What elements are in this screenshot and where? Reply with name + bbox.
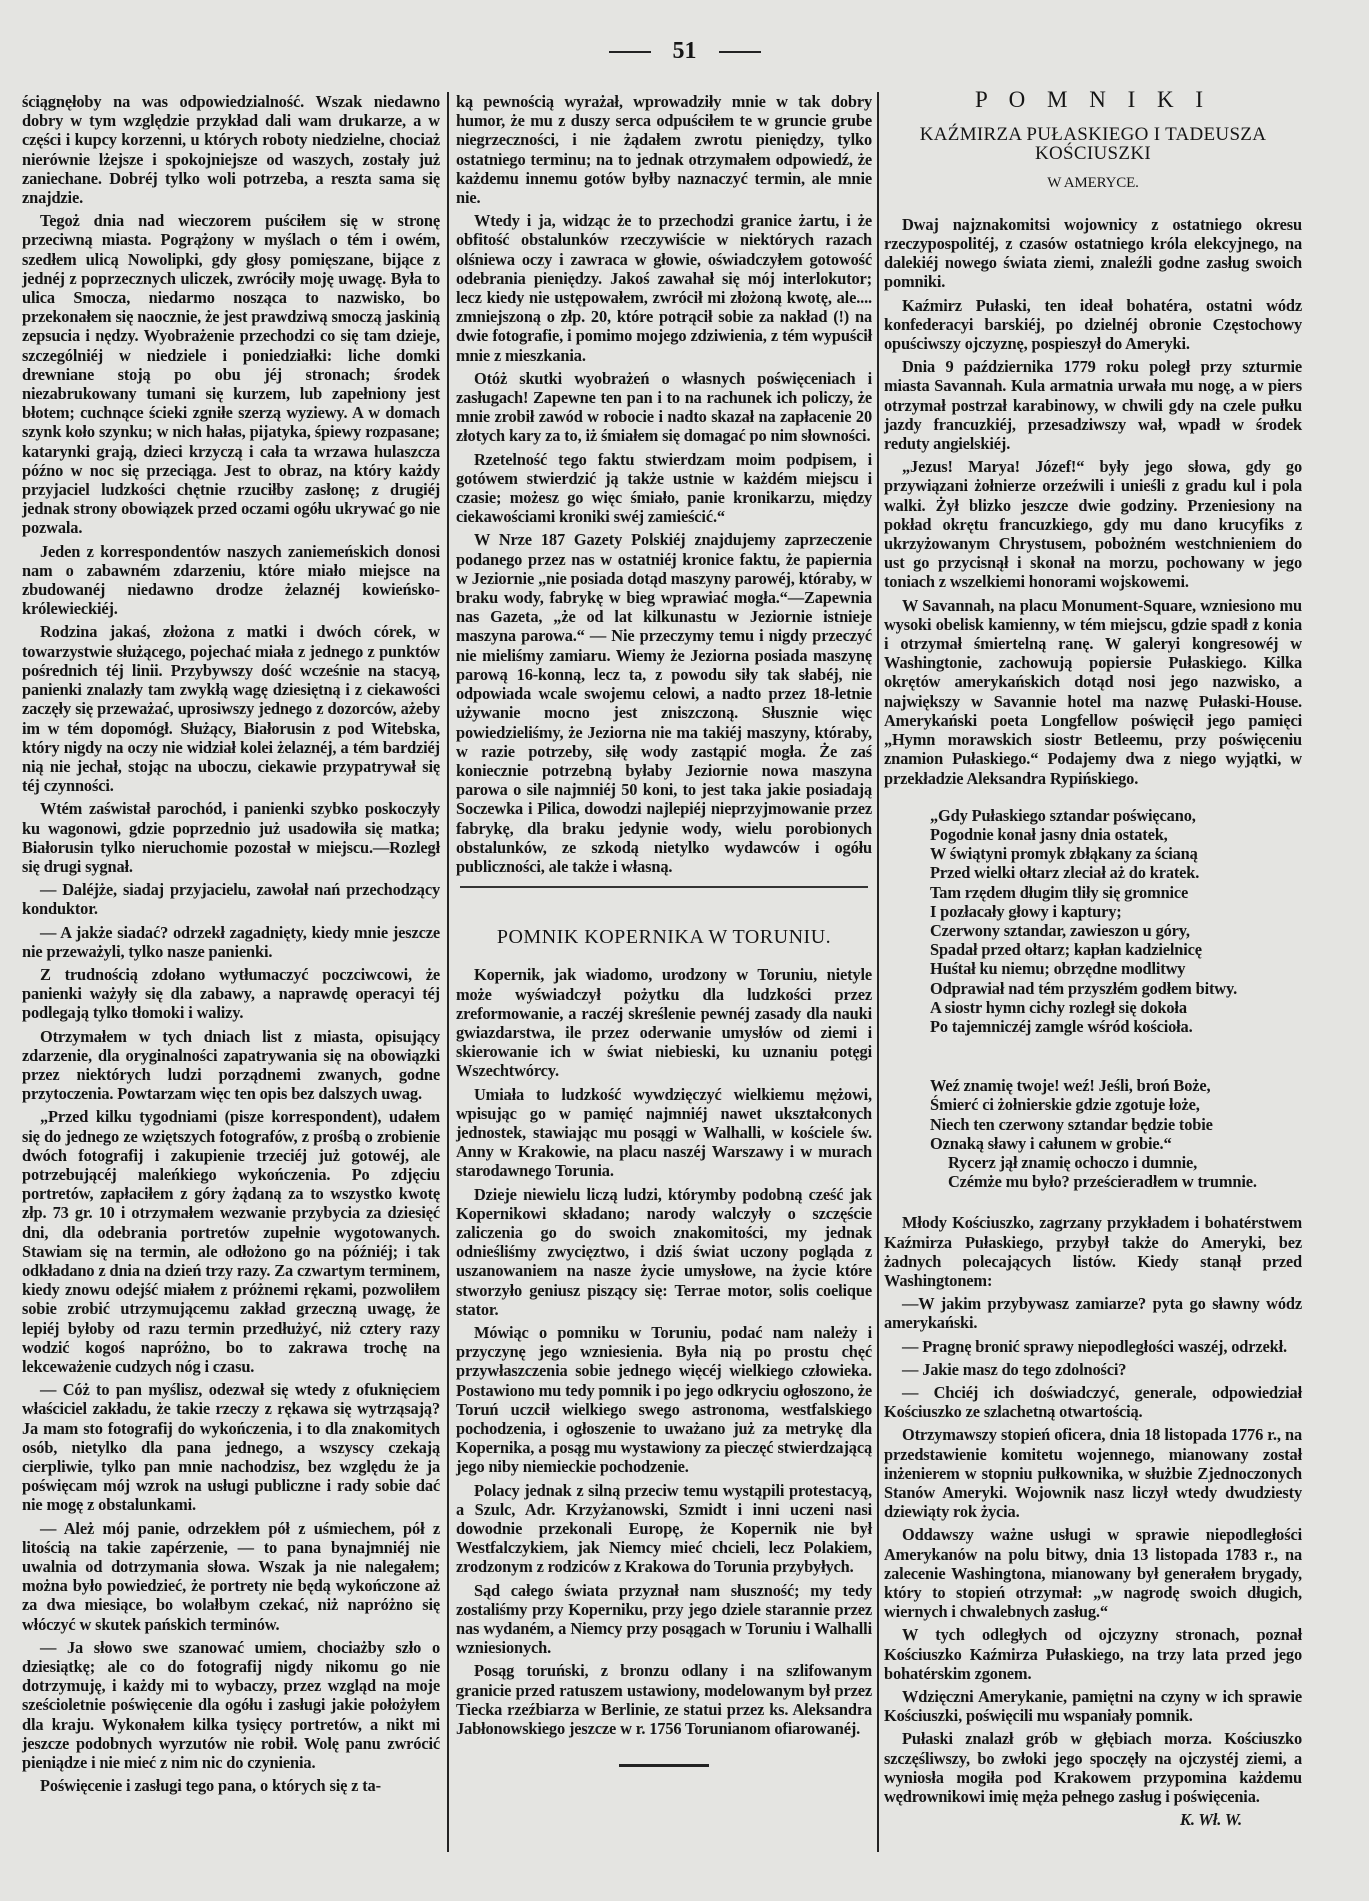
paragraph: Kopernik, jak wiadomo, urodzony w Toruniu, nietyle może wyświadczył pożytku dla ludzkości przez zreformowanie, a raczéj skreślenie pewnéj zasady dla nauki gwiazdarstwa, ile przez oderwanie umysłów od ziemi i skierowanie ich w świat niebieski, ku uznaniu potęgi Wszechtwórcy. bbox=[456, 965, 872, 1081]
poem-line: Pogodnie konał jasny dnia ostatek, bbox=[930, 824, 1168, 844]
poem-line: Czerwony sztandar, zawieszon u góry, bbox=[930, 920, 1190, 940]
poem-line: Spadał przed ołtarz; kapłan kadzielnicę bbox=[930, 940, 1202, 960]
poem-line: Odprawiał nad tém przyszłém godłem bitwy. bbox=[930, 978, 1238, 998]
end-rule bbox=[619, 1764, 709, 1767]
page-number bbox=[0, 38, 1369, 65]
poem-line: „Gdy Pułaskiego sztandar poświęcano, bbox=[930, 805, 1196, 825]
paragraph: — Cóż to pan myślisz, odezwał się wtedy z ofuknięciem właściciel zakładu, że takie rzeczy z rękawa się wytrząsają? Ja mam sto fotografij do wykończenia, i to dla znakomitych osób, nietylko dla pana jednego, a wszyscy czekają cierpliwie, tylko pan mnie nachodzisz, bez względu że ja poświęcam mój wzrok na usługi publiczne i rady sobie dać nie mogę z obstalunkami. bbox=[22, 1380, 440, 1515]
paragraph: „Przed kilku tygodniami (pisze korrespondent), udałem się do jednego ze wziętszych fotografów, z prośbą o zrobienie dwóch fotografij i zakupienie trzeciéj już gotowéj, ale potrzebującéj maleńkiego wykończenia. Po zdjęciu portretów, zapłaciłem z góry żądaną za to wszystko kwotę złp. 73 gr. 10 i otrzymałem wezwanie przybycia za dziesięć dni, dla odebrania portretów zupełnie wygotowanych. Stawiam się na termin, ale odłożono go na późniéj; i tak odkładano z dnia na dzień trzy razy. Za czwartym terminem, kiedy znowu odejść miałem z próżnemi rękami, pozwoliłem sobie zrobić utrzymującemu zakład grzeczną uwagę, że lepiéj byłoby od razu termin przedłużyć, niż cztery razy wodzić kogoś napróżno, bo to zakrawa trochę na lekceważenie cudzych nóg i czasu. bbox=[22, 1107, 440, 1376]
poem-line: Oznaką sławy i całunem w grobie.“ bbox=[930, 1133, 1172, 1153]
paragraph: —W jakim przybywasz zamiarze? pyta go sławny wódz amerykański. bbox=[884, 1294, 1302, 1333]
chronicle-continuation bbox=[456, 92, 872, 876]
paragraph: Dnia 9 października 1779 roku poległ przy szturmie miasta Savannah. Kula armatnia urwała mu nogę, a w piers otrzymał postrzał karabinowy, w chwili gdy na czele pułku jazdy francuzkiéj, przesadziwszy wał, wpadł w środek reduty angielskiéj. bbox=[884, 357, 1302, 454]
section-divider bbox=[460, 886, 868, 888]
paragraph: Sąd całego świata przyznał nam słuszność; my tedy zostaliśmy przy Koperniku, przy jego dziele starannie przez nas wydaném, a Niemcy przy posągach w Toruniu i Walhalli wzniesionych. bbox=[456, 1580, 872, 1658]
author-signature: K. Wł. W. bbox=[1180, 1810, 1242, 1830]
monuments-paragraphs-a bbox=[884, 215, 1302, 788]
paragraph: — Jakie masz do tego zdolności? bbox=[902, 1359, 1127, 1379]
paragraph: W Nrze 187 Gazety Polskiéj znajdujemy zaprzeczenie podanego przez nas w ostatniéj kronice faktu, że papiernia w Jeziornie „nie posiada dotąd maszyny parowéj, któraby, w braku wody, fabrykę w bieg wprawiać mogła.“—Zapewnia nas Gazeta, „że od lat kilkunastu w Jeziornie istnieje maszyna parowa.“ — Nie przeczymy temu i nigdy przeczyć nie mieliśmy zamiaru. Wiemy że Jeziorna posiada maszynę parową 16-konną, lecz ta, z powodu siły tak słabéj, nie odpowiada wcale swojemu celowi, a nadto przez 18-letnie używanie mocno jest zniszczoną. Słusznie więc powiedzieliśmy, że Jeziorna nie ma takiéj maszyny, któraby, w razie potrzeby, siłę wody zastąpić mogła. Że zaś koniecznie potrzebną byłaby Jeziornie nowa maszyna parowa o sile najmniéj 50 koni, to jest taka jakie posiadają Soczewka i Pilica, dowodzi najlepiéj nieprzyjmowanie przez fabrykę, dla braku jedynie wody, wielu porobionych obstalunków, ze szkodą nietylko wydawców i ogółu publiczności, ale także i własną. bbox=[456, 530, 872, 876]
page-number-dash bbox=[609, 51, 651, 53]
column-rule-left bbox=[447, 92, 449, 1852]
paragraph: — Ależ mój panie, odrzekłem pół z uśmiechem, pół z litością na takie zapérzenie, — to pana bynajmniéj nie uwalnia od dotrzymania słowa. Wszak ja nie nalegałem; można było powiedzieć, że portrety nie będą wykończone aż za dwa miesiące, bo wolałbym czekać, niż napróżno się włóczyć w skutek pańskich terminów. bbox=[22, 1518, 440, 1634]
poem-line: Śmierć ci żołnierskie gdzie zgotuje łoże, bbox=[930, 1095, 1200, 1115]
paragraph: Posąg toruński, z bronzu odlany i na szlifowanym granicie przed ratuszem ustawiony, modelowanym był przez Tiecka rzeźbiarza w Berlinie, ze statui przez ks. Aleksandra Jabłonowskiego jeszcze w r. 1756 Torunianom ofiarowanéj. bbox=[456, 1661, 872, 1739]
paragraph: „Jezus! Marya! Józef!“ były jego słowa, gdy go przywiązani żołnierze orzeźwili i unieśli z gradu kul i pola walki. Żył blizko jeszcze dwie godziny. Przeniesiony na pokład okrętu francuzkiego, gdy mu dano krucyfiks z ukrzyżowanym Chrystusem, pobożném westchnieniem do ust go przycisnął i skonał na morzu, pochowany w jego toniach z wszelkiemi honorami wojskowemi. bbox=[884, 457, 1302, 592]
poem-line: Przed wielki ołtarz zleciał aż do kratek. bbox=[930, 863, 1200, 883]
column-2 bbox=[456, 92, 872, 1767]
article-title-monuments: P O M N I K I bbox=[974, 87, 1212, 112]
paragraph: ściągnęłoby na was odpowiedzialność. Wszak niedawno dobry w tym względzie przykład dali wam drukarze, a w części i kupcy korzenni, u których roboty niedzielne, chociaż nierównie lżejsze i spokojniejsze od waszych, zostały już zaniechane. Dobréj tylko woli potrzeba, a reszta sama się znajdzie. bbox=[22, 92, 440, 208]
paragraph: Dzieje niewielu liczą ludzi, którymby podobną cześć jak Kopernikowi składano; narody walczyły o szczęście zaliczenia go do swoich znakomitości, my jednak odnieśliśmy zwycięztwo, i dziś świat uczony pogląda z uszanowaniem na nasze życie umysłowe, na życie które stworzyło geniusz piszący się: Terrae motor, solis coelique stator. bbox=[456, 1184, 872, 1319]
column-rule-right bbox=[877, 92, 879, 1852]
poem-excerpt-1 bbox=[930, 806, 1302, 1036]
paragraph: W Savannah, na placu Monument-Square, wzniesiono mu wysoki obelisk kamienny, w tém miejscu, gdzie spadł z konia i otrzymał śmiertelną ranę. W galeryi kongresowéj w Washingtonie, zachowują popiersie Pułaskiego. Kilka okrętów amerykańskich dotąd nosi jego nazwisko, a największy w Savannie hotel ma nazwę Pułaski-House. Amerykański poeta Longfellow poświęcił jego pamięci „Hymn morawskich siostr Betleemu, przy poświęceniu znamion Pułaskiego.“ Podajemy dwa z niego wyjątki, w przekładzie Aleksandra Rypińskiego. bbox=[884, 595, 1302, 788]
article-subtitle: KAŹMIRZA PUŁASKIEGO I TADEUSZA KOŚCIUSZKI bbox=[919, 124, 1267, 165]
paragraph: Z trudnością zdołano wytłumaczyć poczciwcowi, że panienki ważyły się dla zabawy, a naprawdę operacyi téj podlegają tylko tłomoki i walizy. bbox=[22, 964, 440, 1023]
paragraph: Jeden z korrespondentów naszych zaniemeńskich donosi nam o zabawném zdarzeniu, które miało miejsce na zbudowanéj niedawno drodze żelaznéj kowieńsko-królewieckiéj. bbox=[22, 541, 440, 619]
article-title-copernicus: POMNIK KOPERNIKA W TORUNIU. bbox=[496, 926, 832, 949]
poem-line: Weź znamię twoje! weź! Jeśli, broń Boże, bbox=[930, 1076, 1211, 1096]
paragraph: — Pragnę bronić sprawy niepodległości waszéj, odrzekł. bbox=[902, 1336, 1287, 1356]
paragraph: Rodzina jakaś, złożona z matki i dwóch córek, w towarzystwie służącego, pojechać miała z jednego z punktów pośrednich téj linii. Przybywszy dość wcześnie na stacyą, panienki znalazły tam zwykłą wagę dziesiętną i z ciekawości zaczęły się przeważać, uprosiwszy jednego z dozorców, ażeby im w tém dopomógł. Służący, Białorusin z pod Witebska, który nigdy na oczy nie widział kolei żelaznéj, a tém bardziéj nią nie jechał, stojąc na uboczu, ciekawie przypatrywał się téj czynności. bbox=[22, 622, 440, 796]
paragraph: Oddawszy ważne usługi w sprawie niepodległości Amerykanów na polu bitwy, dnia 13 listopada 1783 r., na zalecenie Washingtona, mianowany był generałem brygady, który to stopień otrzymał: „w nagrodę swoich długich, wiernych i chwalebnych zasług.“ bbox=[884, 1525, 1302, 1622]
paragraph: Dwaj najznakomitsi wojownicy z ostatniego okresu rzeczypospolitéj, z czasów ostatniego króla elekcyjnego, na dalekiéj nowego świata ziemi, znaleźli godne zasług swoich pomniki. bbox=[884, 214, 1302, 292]
paragraph: Otrzymawszy stopień oficera, dnia 18 listopada 1776 r., na przedstawienie komitetu wojennego, mianowany został inżenierem w stopniu pułkownika, w służbie Zjednoczonych Stanów Ameryki. Wojownik nasz liczył wtedy dwudziesty dziewiąty rok życia. bbox=[884, 1425, 1302, 1522]
paragraph: — Chciéj ich doświadczyć, generale, odpowiedział Kościuszko ze szlachetną otwartością. bbox=[884, 1382, 1302, 1422]
paragraph: Mówiąc o pomniku w Toruniu, podać nam należy i przyczynę jego wzniesienia. Była nią po prostu chęć przywłaszczenia sobie jednego więcéj wielkiego człowieka. Postawiono mu tedy pomnik i po jego odkryciu ogłoszono, że Toruń uczcił wielkiego swego astronoma, westfalskiego pochodzenia, i ogłoszenie to uważano już za metrykę dla Kopernika, a posąg mu wystawiony za pieczęć stwierdzającą jego niby niemieckie pochodzenie. bbox=[456, 1322, 872, 1477]
paragraph: Wtedy i ja, widząc że to przechodzi granice żartu, i że obfitość obstalunków rzeczywiście w niektórych razach olśniewa oczy i zawraca w głowie, oświadczyłem gotowość odebrania pieniędzy. Jakoś zawahał się mój interlokutor; lecz kiedy nie ustępowałem, zwrócił mi złożoną kwotę, ale.... zmniejszoną o złp. 20, które potrącił sobie za nakład (!) na dwie fotografie, i pomimo mojego zdziwienia, z tém wypuścił mnie z mieszkania. bbox=[456, 211, 872, 365]
paragraph: Polacy jednak z silną przeciw temu wystąpili protestacyą, a Szulc, Adr. Krzyżanowski, Szmidt i inni uczeni nasi dowodnie przekonali Europę, że Kopernik nie był Westfalczykiem, jak Niemcy mieć chcieli, lecz Polakiem, zrodzonym z rodziców z Krakowa do Torunia przybyłych. bbox=[456, 1480, 872, 1577]
paragraph: — Daléjże, siadaj przyjacielu, zawołał nań przechodzący konduktor. bbox=[22, 880, 440, 919]
paragraph: Umiała to ludzkość wywdzięczyć wielkiemu mężowi, wpisując go w pamięć najmniéj nawet ukształconych jednostek, stawiając mu posągi w Walhalli, w kościele św. Anny w Krakowie, na placu naszéj Warszawy i w murach starodawnego Torunia. bbox=[456, 1084, 872, 1181]
poem-line: Po tajemniczéj zamgle wśród kościoła. bbox=[930, 1016, 1193, 1036]
poem-excerpt-2 bbox=[930, 1076, 1302, 1191]
page-number-dash bbox=[719, 51, 761, 53]
paragraph: Wdzięczni Amerykanie, pamiętni na czyny w ich sprawie Kościuszki, poświęcili mu wspaniały pomnik. bbox=[884, 1687, 1302, 1726]
poem-line: A siostr hymn cichy rozległ się dokoła bbox=[930, 997, 1187, 1017]
article-subtitle-location: W AMERYCE. bbox=[1047, 174, 1139, 191]
paragraph: Kaźmirz Pułaski, ten ideał bohatéra, ostatni wódz konfederacyi barskiéj, po dzielnéj obronie Częstochowy opuściwszy ojczyznę, pospieszył do Ameryki. bbox=[884, 295, 1302, 354]
paragraph: Otrzymałem w tych dniach list z miasta, opisujący zdarzenie, dla oryginalności zapatrywania się na obowiązki przez niektórych ludzi porządnemi zwanych, godne przytoczenia. Powtarzam więc ten opis bez dalszych uwag. bbox=[22, 1026, 440, 1104]
paragraph: ką pewnością wyrażał, wprowadziły mnie w tak dobry humor, że mu z duszy serca odpuściłem te w gruncie grube niegrzeczności, i nie żądałem zwrotu pieniędzy, tylko ostatniego terminu; na to jednak otrzymałem odpowiedź, że każdemu innemu gotów byłby naznaczyć termin, ale mnie nie. bbox=[456, 92, 872, 208]
monuments-paragraphs-b bbox=[884, 1213, 1302, 1806]
poem-line: Niech ten czerwony sztandar będzie tobie bbox=[930, 1114, 1213, 1134]
poem-line: Czémże mu było? prześcieradłem w trumnie. bbox=[948, 1172, 1257, 1192]
poem-line: I pozłacały głowy i kaptury; bbox=[930, 901, 1122, 921]
paragraph: Pułaski znalazł grób w głębiach morza. Kościuszko szczęśliwszy, bo zwłoki jego spoczęły na ojczystéj ziemi, a wyniosła mogiła pod Krakowem przypomina każdemu wędrownikowi imię męża pełnego zasług i poświęcenia. bbox=[884, 1729, 1302, 1807]
copernicus-article bbox=[456, 965, 872, 1738]
poem-line: Huśtał ku niemu; obrzędne modlitwy bbox=[930, 959, 1186, 979]
paragraph: Poświęcenie i zasługi tego pana, o których się z ta- bbox=[40, 1776, 381, 1796]
paragraph: Młody Kościuszko, zagrzany przykładem i bohatérstwem Kaźmirza Pułaskiego, przybył także do Ameryki, bez żadnych polecających listów. Kiedy stanął przed Washingtonem: bbox=[884, 1213, 1302, 1290]
paragraph: Rzetelność tego faktu stwierdzam moim podpisem, i gotówem stwierdzić ją także ustnie w każdém miejscu i czasie; możesz go więc śmiało, panie kronikarzu, między ciekawościami kroniki swéj zamieścić.“ bbox=[456, 449, 872, 527]
poem-line: Tam rzędem długim tliły się gromnice bbox=[930, 882, 1189, 902]
paragraph: Otóż skutki wyobrażeń o własnych poświęceniach i zasługach! Zapewne ten pan i to na rachunek ich policzy, że mnie zrobił zawód w robocie i nadto skazał na zapłacenie 20 złotych kary za to, iż śmiałem się domagać po nim słowności. bbox=[456, 368, 872, 446]
column-3 bbox=[884, 87, 1302, 1830]
page-number-text: 51 bbox=[672, 38, 697, 64]
paragraph: Tegoż dnia nad wieczorem puściłem się w stronę przeciwną miasta. Pogrążony w myślach o tém i owém, szedłem ulicą Nowolipki, gdy głosy pomięszane, bijące z jednéj z poprzecznych uliczek, zwróciły moję uwagę. Była to ulica Smocza, niedarmo nosząca to nazwisko, bo przekonałem się naocznie, że jest prawdziwą smoczą jaskinią zepsucia i nędzy. Wyobrażenie przechodzi co się tam dzieje, szczególniéj w niedziele i poniedziałki: liche domki drewniane stoją po obu jéj stronach; środek niezabrukowany tumani się kurzem, lub zapełniony jest błotem; cuchnące ścieki zgniłe szerzą wyziewy. A w domach szynk koło szynku; w nich hałas, pijatyka, śpiewy rozpasane; katarynki grają, dzieci krzyczą i cała ta wrzawa hulaszcza późno w noc się przeciąga. Jest to obraz, na który każdy przyjaciel ludzkości chętnie rzuciłby zasłonę; z drugiéj jednak strony obowiązek przed oczami ogółu ukrywać go nie pozwala. bbox=[22, 211, 440, 538]
poem-line: Rycerz jął znamię ochoczo i dumnie, bbox=[948, 1152, 1198, 1172]
column-1 bbox=[22, 92, 440, 1799]
paragraph: Wtém zaświstał parochód, i panienki szybko poskoczyły ku wagonowi, gdzie poprzednio już usadowiła się matka; Białorusin tylko nieruchomie pozostał w miejscu.—Rozległ się drugi sygnał. bbox=[22, 799, 440, 876]
paragraph: — Ja słowo swe szanować umiem, chociażby szło o dziesiątkę; ale co do fotografij nigdy nikomu go nie dotrzymuję, i każdy mi to wybaczy, przez wzgląd na moje sześcioletnie poświęcenie dla ogółu i zasługi jakie położyłem dla kraju. Wykonałem kilka tysięcy portretów, a nikt mi jeszcze podobnych wyrzutów nie robił. Wolę panu zwrócić pieniądze i nie mieć z nim nic do czynienia. bbox=[22, 1637, 440, 1773]
paragraph: W tych odległych od ojczyzny stronach, poznał Kościuszko Kaźmirza Pułaskiego, na trzy lata przed jego bohatérskim zgonem. bbox=[884, 1625, 1302, 1683]
poem-line: W świątyni promyk zbłąkany za ścianą bbox=[930, 844, 1198, 864]
paragraph: — A jakże siadać? odrzekł zagadnięty, kiedy mnie jeszcze nie przeważyli, tylko nasze panienki. bbox=[22, 922, 440, 961]
